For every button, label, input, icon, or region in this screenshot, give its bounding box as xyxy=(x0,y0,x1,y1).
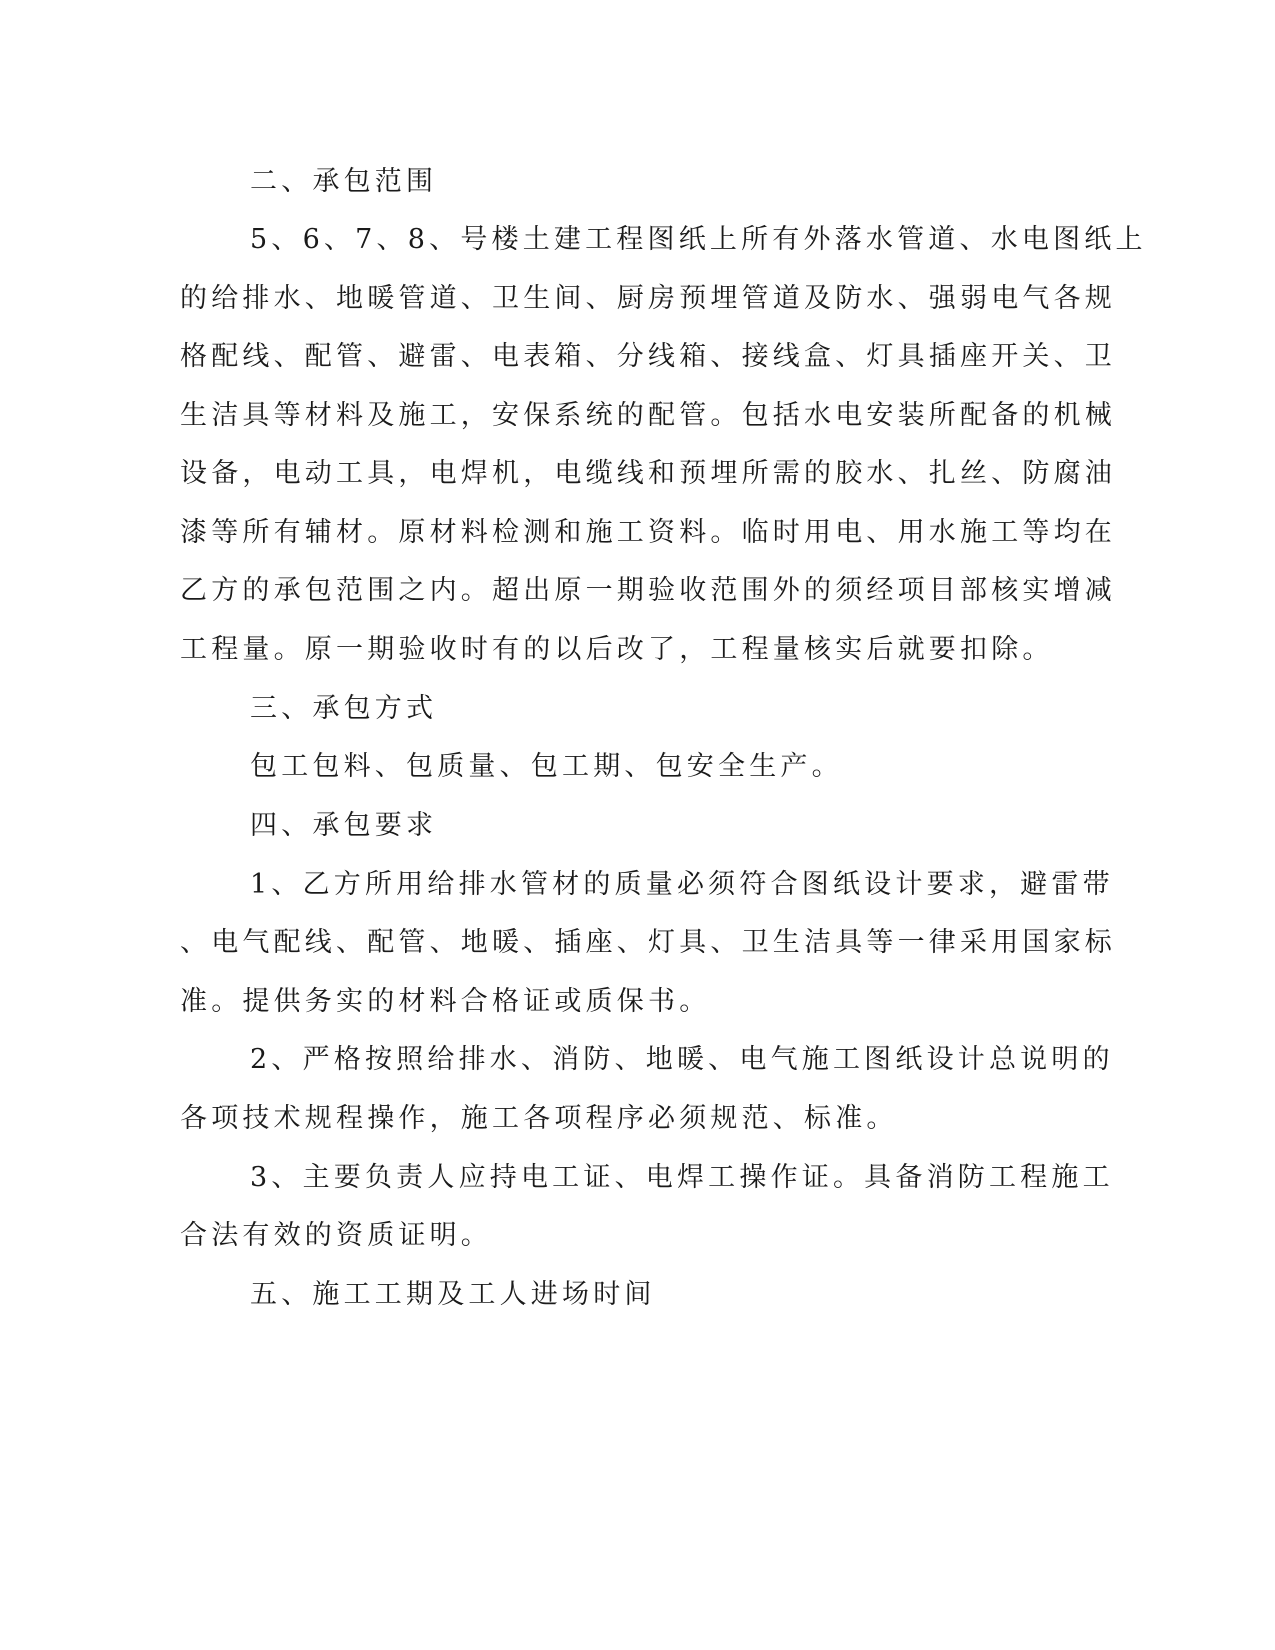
section-heading-requirements: 四、承包要求 xyxy=(250,810,438,841)
paragraph-line: 生洁具等材料及施工，安保系统的配管。包括水电安装所配备的机械 xyxy=(180,400,1116,431)
paragraph-line: 各项技术规程操作，施工各项程序必须规范、标准。 xyxy=(180,1103,898,1134)
requirement-item-1: 1、乙方所用给排水管材的质量必须符合图纸设计要求，避雷带 xyxy=(250,869,1114,900)
paragraph-line: 的给排水、地暖管道、卫生间、厨房预埋管道及防水、强弱电气各规 xyxy=(180,283,1116,314)
paragraph-line: 包工包料、包质量、包工期、包安全生产。 xyxy=(250,751,843,782)
paragraph-line: 合法有效的资质证明。 xyxy=(180,1220,492,1251)
paragraph-line: 格配线、配管、避雷、电表箱、分线箱、接线盒、灯具插座开关、卫 xyxy=(180,341,1116,372)
section-heading-method: 三、承包方式 xyxy=(250,693,438,724)
requirement-item-2: 2、严格按照给排水、消防、地暖、电气施工图纸设计总说明的 xyxy=(250,1044,1114,1075)
section-heading-scope: 二、承包范围 xyxy=(250,166,438,197)
paragraph-line: 漆等所有辅材。原材料检测和施工资料。临时用电、用水施工等均在 xyxy=(180,517,1116,548)
paragraph-line: 工程量。原一期验收时有的以后改了，工程量核实后就要扣除。 xyxy=(180,634,1054,665)
paragraph-line: 准。提供务实的材料合格证或质保书。 xyxy=(180,986,711,1017)
requirement-item-3: 3、主要负责人应持电工证、电焊工操作证。具备消防工程施工 xyxy=(250,1162,1114,1193)
paragraph-line: 、电气配线、配管、地暖、插座、灯具、卫生洁具等一律采用国家标 xyxy=(180,927,1116,958)
paragraph-line: 设备，电动工具，电焊机，电缆线和预埋所需的胶水、扎丝、防腐油 xyxy=(180,458,1116,489)
paragraph-line: 5、6、7、8、号楼土建工程图纸上所有外落水管道、水电图纸上 xyxy=(250,224,1147,255)
section-heading-schedule: 五、施工工期及工人进场时间 xyxy=(250,1279,656,1310)
paragraph-line: 乙方的承包范围之内。超出原一期验收范围外的须经项目部核实增减 xyxy=(180,575,1116,606)
